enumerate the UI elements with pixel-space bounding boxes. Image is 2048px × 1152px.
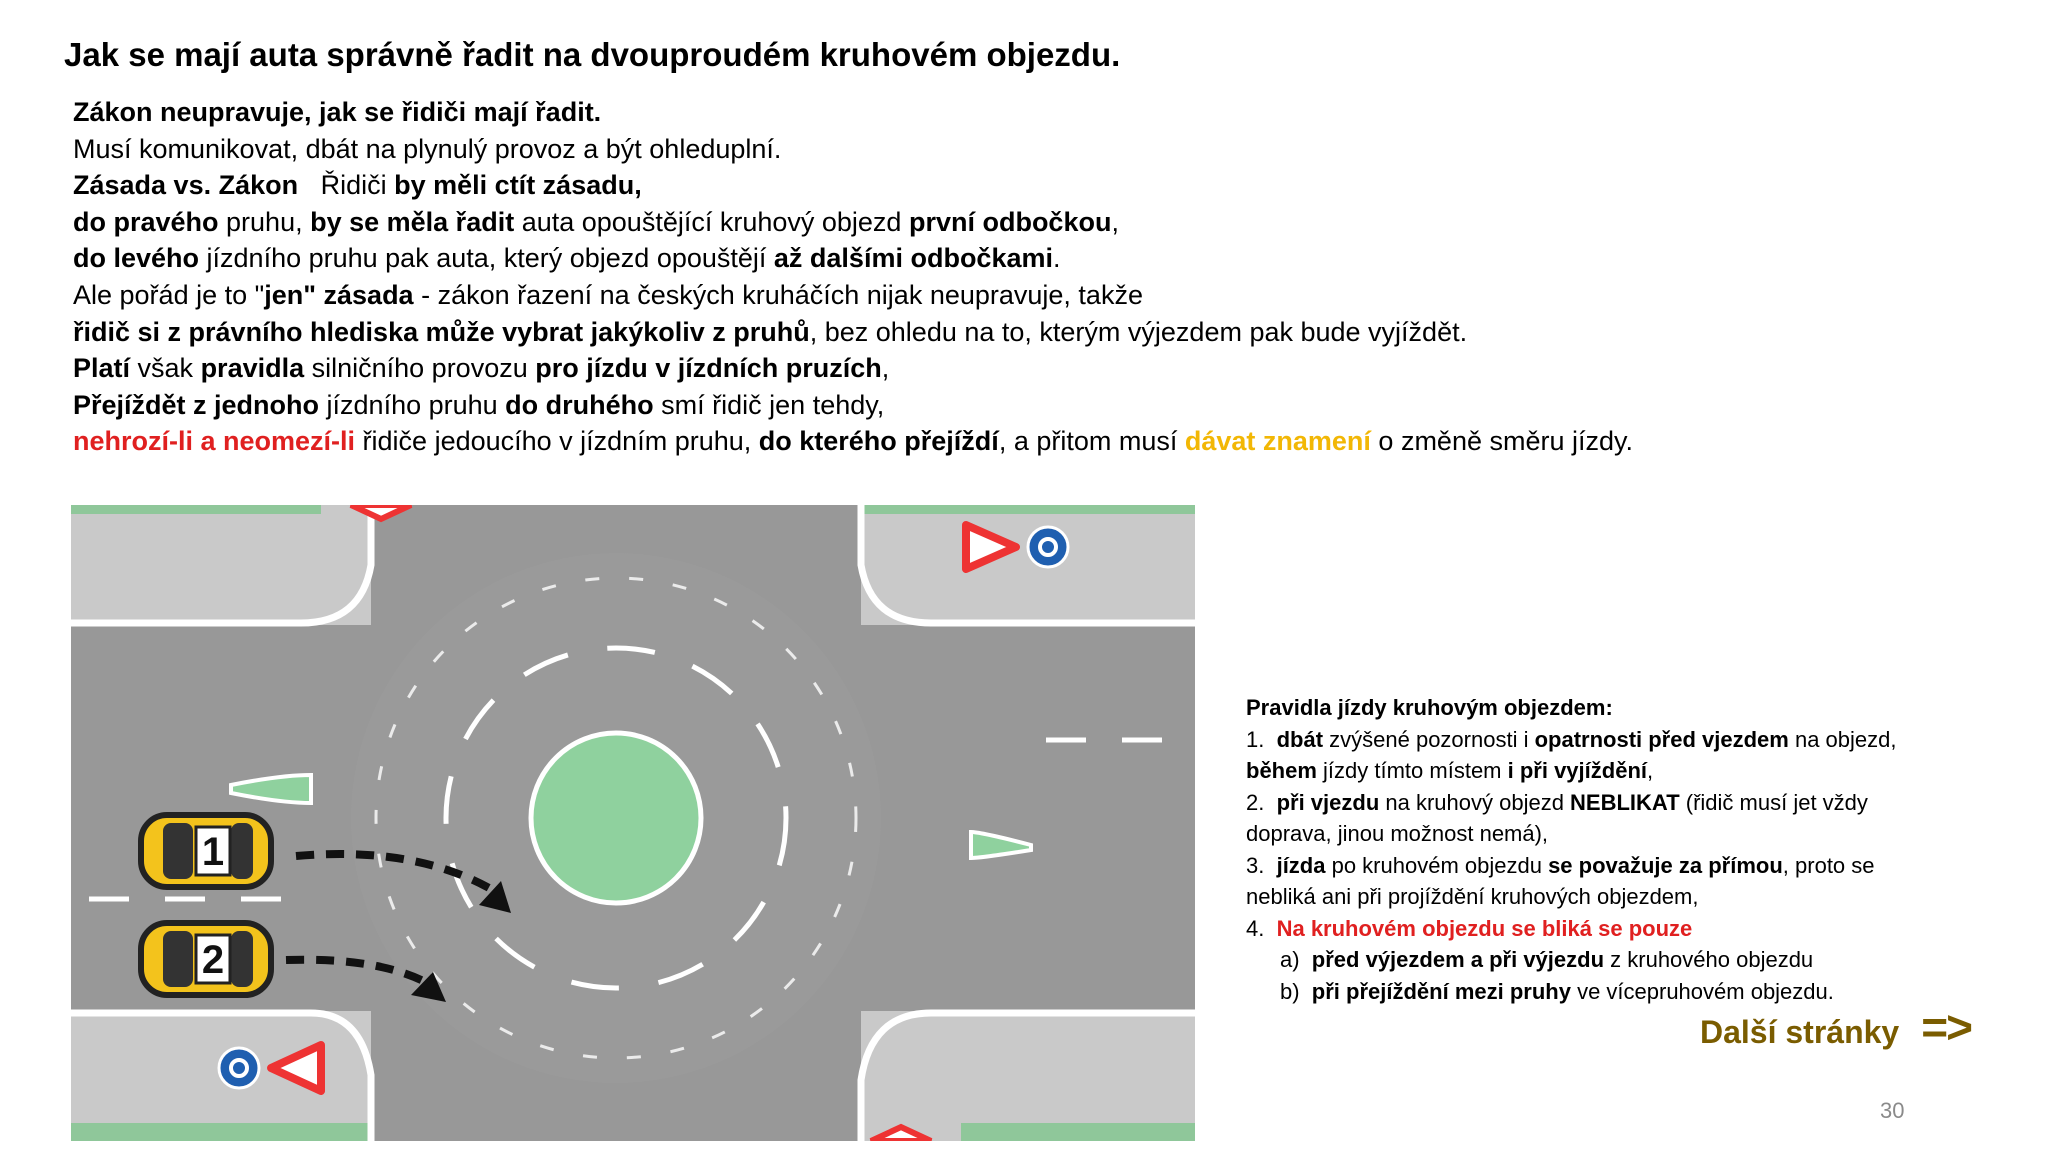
roundabout-sign-top-right-icon bbox=[1028, 527, 1068, 567]
verge-bottom-right bbox=[961, 1123, 1195, 1141]
central-island bbox=[531, 733, 701, 903]
text-line-5: do levého jízdního pruhu pak auta, který objezd opouštějí až dalšími odbočkami. bbox=[73, 243, 1061, 274]
roundabout-diagram bbox=[71, 505, 1195, 1141]
text-line-1: Zákon neupravuje, jak se řidiči mají řadit. bbox=[73, 97, 602, 127]
roundabout-sign-bottom-left-icon bbox=[219, 1048, 259, 1088]
verge-top-right bbox=[831, 505, 1195, 514]
rule-2-cont: doprava, jinou možnost nemá), bbox=[1246, 821, 1549, 846]
text-line-7: řidič si z právního hlediska může vybrat jakýkoliv z pruhů, bez ohledu na to, kterým výjezdem pak bude vyjíždět. bbox=[73, 316, 1468, 347]
verge-bottom-left bbox=[71, 1123, 371, 1141]
rule-4-b: b) při přejíždění mezi pruhy ve vícepruhovém objezdu. bbox=[1280, 978, 1834, 1004]
rule-2: 2. při vjezdu na kruhový objezd NEBLIKAT (řidič musí jet vždy bbox=[1246, 789, 1868, 815]
rule-4: 4. Na kruhovém objezdu se bliká se pouze bbox=[1246, 915, 1693, 941]
car-2-label: 2 bbox=[201, 938, 225, 982]
text-line-9: Přejíždět z jednoho jízdního pruhu do druhého smí řidič jen tehdy, bbox=[73, 389, 885, 420]
text-line-10: nehrozí-li a neomezí-li řidiče jedoucího v jízdním pruhu, do kterého přejíždí, a přitom musí dávat znamení o změně směru jízdy. bbox=[73, 426, 1634, 457]
text-line-2: Musí komunikovat, dbát na plynulý provoz a být ohleduplní. bbox=[73, 133, 782, 164]
text-line-6: Ale pořád je to "jen" zásada - zákon řazení na českých kruháčích nijak neupravuje, takže bbox=[73, 279, 1143, 310]
rule-3-cont: nebliká ani při projíždění kruhových objezdem, bbox=[1246, 884, 1699, 909]
rules-list bbox=[1246, 692, 1986, 1007]
car-1-label: 1 bbox=[201, 830, 225, 874]
text-line-4: do pravého pruhu, by se měla řadit auta opouštějící kruhový objezd první odbočkou, bbox=[73, 206, 1119, 237]
next-pages-label[interactable]: Další stránky bbox=[1700, 1014, 1900, 1050]
rule-1: 1. dbát zvýšené pozornosti i opatrnosti před vjezdem na objezd, bbox=[1246, 726, 1897, 752]
next-pages-link[interactable] bbox=[1700, 1000, 1971, 1054]
text-line-8: Platí však pravidla silničního provozu pro jízdu v jízdních pruzích, bbox=[73, 353, 890, 384]
text-line-3: Zásada vs. Zákon Řidiči by měli ctít zásadu, bbox=[73, 170, 642, 201]
rule-4-a: a) před výjezdem a při výjezdu z kruhového objezdu bbox=[1280, 947, 1814, 972]
rule-3: 3. jízda po kruhovém objezdu se považuje za přímou, proto se bbox=[1246, 852, 1875, 878]
page-title: Jak se mají auta správně řadit na dvouproudém kruhovém objezdu. bbox=[64, 36, 1121, 73]
verge-top-left bbox=[71, 505, 321, 514]
page-number: 30 bbox=[1880, 1098, 1905, 1123]
next-arrow-icon[interactable]: => bbox=[1921, 1001, 1971, 1053]
rules-heading: Pravidla jízdy kruhovým objezdem: bbox=[1246, 695, 1613, 720]
rule-1-cont: během jízdy tímto místem i při vyjíždění, bbox=[1246, 758, 1654, 783]
intro-text bbox=[73, 94, 1633, 460]
